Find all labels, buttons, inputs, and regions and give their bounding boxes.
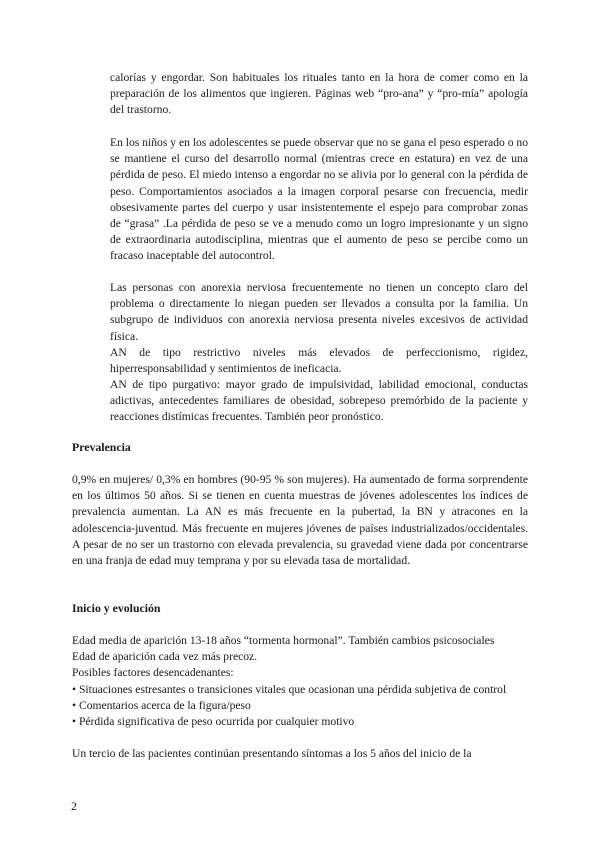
paragraph-people-anorexia: Las personas con anorexia nerviosa frecuentemente no tienen un concepto claro del problema o directamente lo niegan pueden ser llevados a consulta por la familia. Un subgrupo de individuos con anorexia nerviosa presenta niveles excesivos de actividad física. [110, 281, 528, 343]
paragraph-prevalence: 0,9% en mujeres/ 0,3% en hombres (90-95 % son mujeres). Ha aumentado de forma sorprendente en los últimos 50 años. Si se tienen en cuenta muestras de jóvenes adolescentes los índices de prevalencia aumentan. La AN es más frecuente en la pubertad, la BN y atracones en la adolescencia-juventud. Más frecuente en mujeres jóvenes de países industrializados/occidentales. A pesar de no ser un trastorno con elevada prevalencia, su gravedad viene dada por concentrarse en una franja de edad muy temprana y por su elevada tasa de mortalidad. [72, 473, 528, 568]
paragraph-purgative-type: AN de tipo purgativo: mayor grado de impulsividad, labilidad emocional, conductas adictivas, antecedentes familiares de obesidad, sobrepeso premórbido de la paciente y reacciones distímicas frecuentes. También peor pronóstico. [110, 378, 528, 424]
paragraph-continuation: calorías y engordar. Son habituales los rituales tanto en la hora de comer como en la preparación de los alimentos que ingieren. Páginas web “pro-ana” y “pro-mía” apología del trastorno. [110, 71, 528, 117]
heading-onset-evolution: Inicio y evolución [72, 601, 161, 615]
page-number: 2 [71, 799, 77, 813]
onset-early-line: Edad de aparición cada vez más precoz. [72, 650, 258, 664]
paragraph-restrictive-type: AN de tipo restrictivo niveles más elevados de perfeccionismo, rigidez, hiperresponsabilidad y sentimientos de ineficacia. [110, 346, 528, 376]
trigger-item: • Comentarios acerca de la figura/peso [72, 698, 251, 712]
trigger-item: • Pérdida significativa de peso ocurrida por cualquier motivo [72, 715, 355, 729]
trigger-item: • Situaciones estresantes o transiciones vitales que ocasionan una pérdida subjetiva de control [72, 682, 507, 696]
onset-triggers-intro: Posibles factores desencadenantes: [72, 666, 234, 680]
heading-prevalence: Prevalencia [72, 440, 131, 454]
paragraph-children-adolescents: En los niños y en los adolescentes se puede observar que no se gana el peso esperado o no se mantiene el curso del desarrollo normal (mientras crece en estatura) en vez de una pérdida de peso. El miedo intenso a engordar no se alivia por lo general con la pérdida de peso. Comportamientos asociados a la imagen corporal pesarse con frecuencia, medir obsesivamente partes del cuerpo y usar insistentemente el espejo para comprobar zonas de “grasa” .La pérdida de peso se ve a menudo como un logro impresionante y un signo de extraordinaria autodisciplina, mientras que el aumento de peso se percibe como un fracaso inaceptable del autocontrol. [110, 136, 528, 263]
paragraph-one-third: Un tercio de las pacientes continúan presentando síntomas a los 5 años del inicio de la [72, 747, 472, 760]
onset-section [72, 633, 528, 730]
onset-age-line: Edad media de aparición 13-18 años “tormenta hormonal”. También cambios psicosociales [72, 634, 495, 647]
